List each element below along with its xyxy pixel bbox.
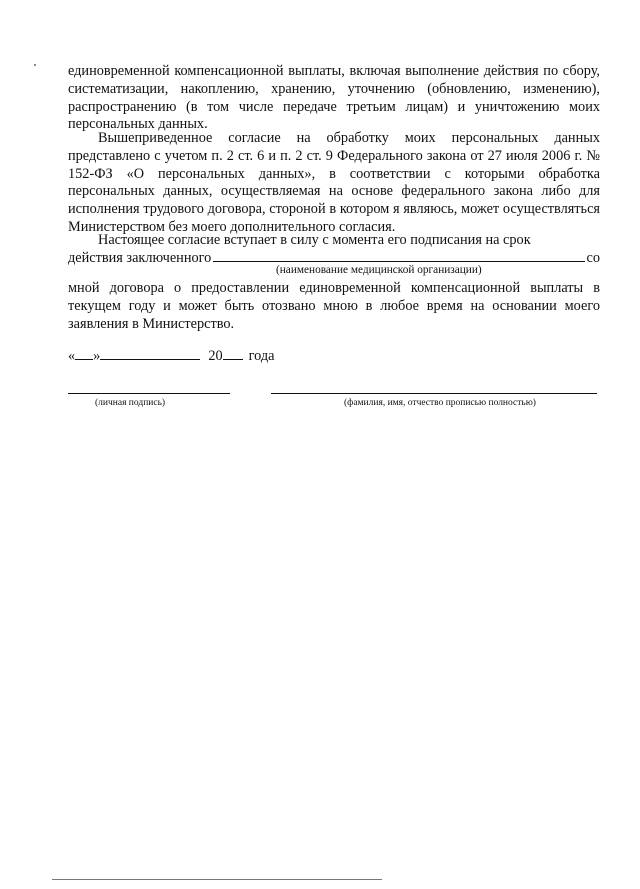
year-word: года bbox=[248, 348, 275, 364]
scan-edge-line bbox=[52, 879, 382, 880]
signature-field[interactable] bbox=[68, 392, 230, 394]
date-close-quote: » bbox=[93, 348, 101, 364]
organization-name-field[interactable] bbox=[213, 248, 584, 262]
full-name-caption: (фамилия, имя, отчество прописью полностью) bbox=[344, 398, 536, 408]
year-field[interactable] bbox=[223, 346, 243, 360]
day-field[interactable] bbox=[75, 346, 93, 360]
month-field[interactable] bbox=[100, 346, 200, 360]
paragraph-contract-terms: мной договора о предоставлении единовременной компенсационной выплаты в текущем году и может быть отозвано мною в любое время на основании моего заявления в Министерство. bbox=[68, 280, 600, 332]
paragraph-processing-actions: единовременной компенсационной выплаты, включая выполнение действия по сбору, систематизации, накоплению, хранению, уточнению (обновлению, изменению), распространению (в том числе передаче третьим лицам) и уничтожению моих персональных данных. bbox=[68, 63, 600, 133]
scan-speck bbox=[34, 64, 36, 66]
year-prefix: 20 bbox=[208, 348, 223, 364]
paragraph-legal-basis bbox=[68, 130, 600, 237]
contract-label-end: со bbox=[586, 250, 600, 266]
paragraph-legal-basis-text: Вышеприведенное согласие на обработку моих персональных данных представлено с учетом п. 2 ст. 6 и п. 2 ст. 9 Федерального закона от 27 июля 2006 г. № 152-ФЗ «О персональных данных», в соответствии с которыми обработка персональных данных, осуществляемая на основе федерального закона либо для исполнения трудового договора, стороной в котором я являюсь, может осуществляться Министерством без моего дополнительного согласия. bbox=[68, 130, 600, 235]
signature-caption: (личная подпись) bbox=[95, 398, 166, 408]
paragraph-validity-text: Настоящее согласие вступает в силу с момента его подписания на срок bbox=[98, 232, 531, 248]
date-row bbox=[68, 346, 274, 365]
full-name-field[interactable] bbox=[271, 392, 597, 394]
contract-label: действия заключенного bbox=[68, 250, 212, 266]
date-open-quote: « bbox=[68, 348, 76, 364]
organization-caption: (наименование медицинской организации) bbox=[276, 264, 482, 276]
